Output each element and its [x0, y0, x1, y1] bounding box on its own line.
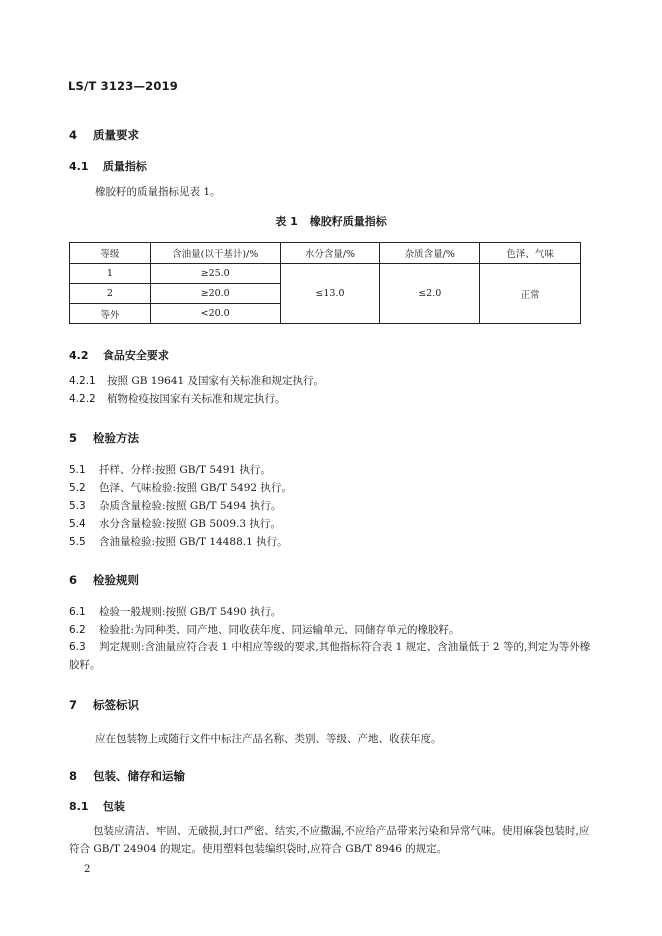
section-title: 包装	[102, 800, 125, 813]
section-8-heading	[69, 768, 185, 784]
list-item	[69, 498, 281, 513]
quality-table	[69, 242, 581, 324]
section-4-1-heading	[69, 158, 147, 174]
section-title: 标签标识	[93, 698, 140, 712]
item-text: 植物检疫按国家有关标准和规定执行。	[107, 393, 286, 405]
header-cell: 杂质含量/%	[380, 243, 480, 264]
list-item	[69, 622, 460, 637]
item-text: 色泽、气味检验:按照 GB/T 5492 执行。	[99, 482, 292, 494]
section-4-2-heading	[69, 347, 169, 363]
list-item	[69, 516, 281, 531]
item-number: 6.1	[69, 606, 86, 618]
item-number: 6.3	[69, 641, 86, 653]
list-item-wrapped	[69, 638, 593, 674]
impurity-cell: ≤2.0	[380, 264, 480, 324]
item-text: 扦样、分样:按照 GB/T 5491 执行。	[99, 464, 271, 476]
list-item	[69, 391, 286, 406]
item-number: 6.2	[69, 624, 86, 636]
item-number: 5.4	[69, 518, 86, 530]
item-number: 5.2	[69, 482, 86, 494]
section-5-heading	[69, 430, 139, 446]
section-4-heading	[69, 127, 139, 143]
page-number: 2	[84, 864, 91, 875]
header-cell: 含油量(以干基计)/%	[150, 243, 280, 264]
paragraph: 包装应清洁、牢固、无破损,封口严密、结实,不应撒漏,不应给产品带来污染和异常气味。使用麻袋包装时,应符合 GB/T 24904 的规定。使用塑料包装编织袋时,应符合 GB/T 8946 的规定。	[69, 825, 590, 855]
standard-header: LS/T 3123—2019	[68, 79, 178, 93]
list-item	[69, 534, 288, 549]
item-text: 含油量检验:按照 GB/T 14488.1 执行。	[99, 536, 288, 548]
section-title: 包装、储存和运输	[93, 769, 186, 783]
section-7-heading	[69, 697, 139, 713]
paragraph: 应在包装物上或随行文件中标注产品名称、类别、等级、产地、收获年度。	[95, 733, 442, 745]
section-number: 6	[69, 573, 78, 587]
list-item	[69, 604, 281, 619]
table-row	[70, 264, 581, 284]
color-odor-cell: 正常	[480, 264, 581, 324]
item-text: 按照 GB 19641 及国家有关标准和规定执行。	[107, 375, 325, 387]
header-cell: 水分含量/%	[280, 243, 380, 264]
list-item	[69, 373, 324, 388]
oil-cell: ≥25.0	[150, 264, 280, 284]
item-text: 杂质含量检验:按照 GB/T 5494 执行。	[99, 500, 282, 512]
oil-cell: <20.0	[150, 304, 280, 324]
section-number: 4.1	[69, 160, 89, 173]
section-number: 4	[69, 128, 78, 142]
table-header-row	[70, 243, 581, 264]
section-8-1-heading	[69, 798, 125, 814]
list-item	[69, 480, 292, 495]
section-title: 食品安全要求	[102, 349, 169, 362]
item-number: 5.5	[69, 536, 86, 548]
section-number: 8.1	[69, 800, 89, 813]
item-text: 判定规则:含油量应符合表 1 中相应等级的要求,其他指标符合表 1 规定、含油量低于 2 等的,判定为等外橡胶籽。	[69, 641, 591, 671]
oil-cell: ≥20.0	[150, 284, 280, 304]
item-number: 5.1	[69, 464, 86, 476]
section-title: 质量要求	[93, 128, 140, 142]
section-title: 检验规则	[93, 573, 140, 587]
header-cell: 等级	[70, 243, 151, 264]
item-text: 检验一般规则:按照 GB/T 5490 执行。	[99, 606, 282, 618]
grade-cell: 1	[70, 264, 151, 284]
section-number: 5	[69, 431, 78, 445]
item-number: 5.3	[69, 500, 86, 512]
section-6-heading	[69, 572, 139, 588]
grade-cell: 等外	[70, 304, 151, 324]
item-text: 检验批:为同种类、同产地、同收获年度、同运输单元、同储存单元的橡胶籽。	[99, 624, 460, 636]
table-caption	[0, 213, 662, 229]
table-caption-title: 橡胶籽质量指标	[309, 215, 387, 228]
moisture-cell: ≤13.0	[280, 264, 380, 324]
grade-cell: 2	[70, 284, 151, 304]
table-caption-number: 表 1	[275, 215, 298, 228]
section-number: 4.2	[69, 349, 89, 362]
item-number: 4.2.2	[69, 393, 96, 405]
section-number: 8	[69, 769, 78, 783]
list-item	[69, 462, 271, 477]
section-number: 7	[69, 698, 78, 712]
section-title: 检验方法	[93, 431, 140, 445]
item-number: 4.2.1	[69, 375, 96, 387]
item-text: 水分含量检验:按照 GB 5009.3 执行。	[99, 518, 281, 530]
section-title: 质量指标	[102, 160, 147, 173]
paragraph: 橡胶籽的质量指标见表 1。	[95, 186, 221, 198]
header-cell: 色泽、气味	[480, 243, 581, 264]
